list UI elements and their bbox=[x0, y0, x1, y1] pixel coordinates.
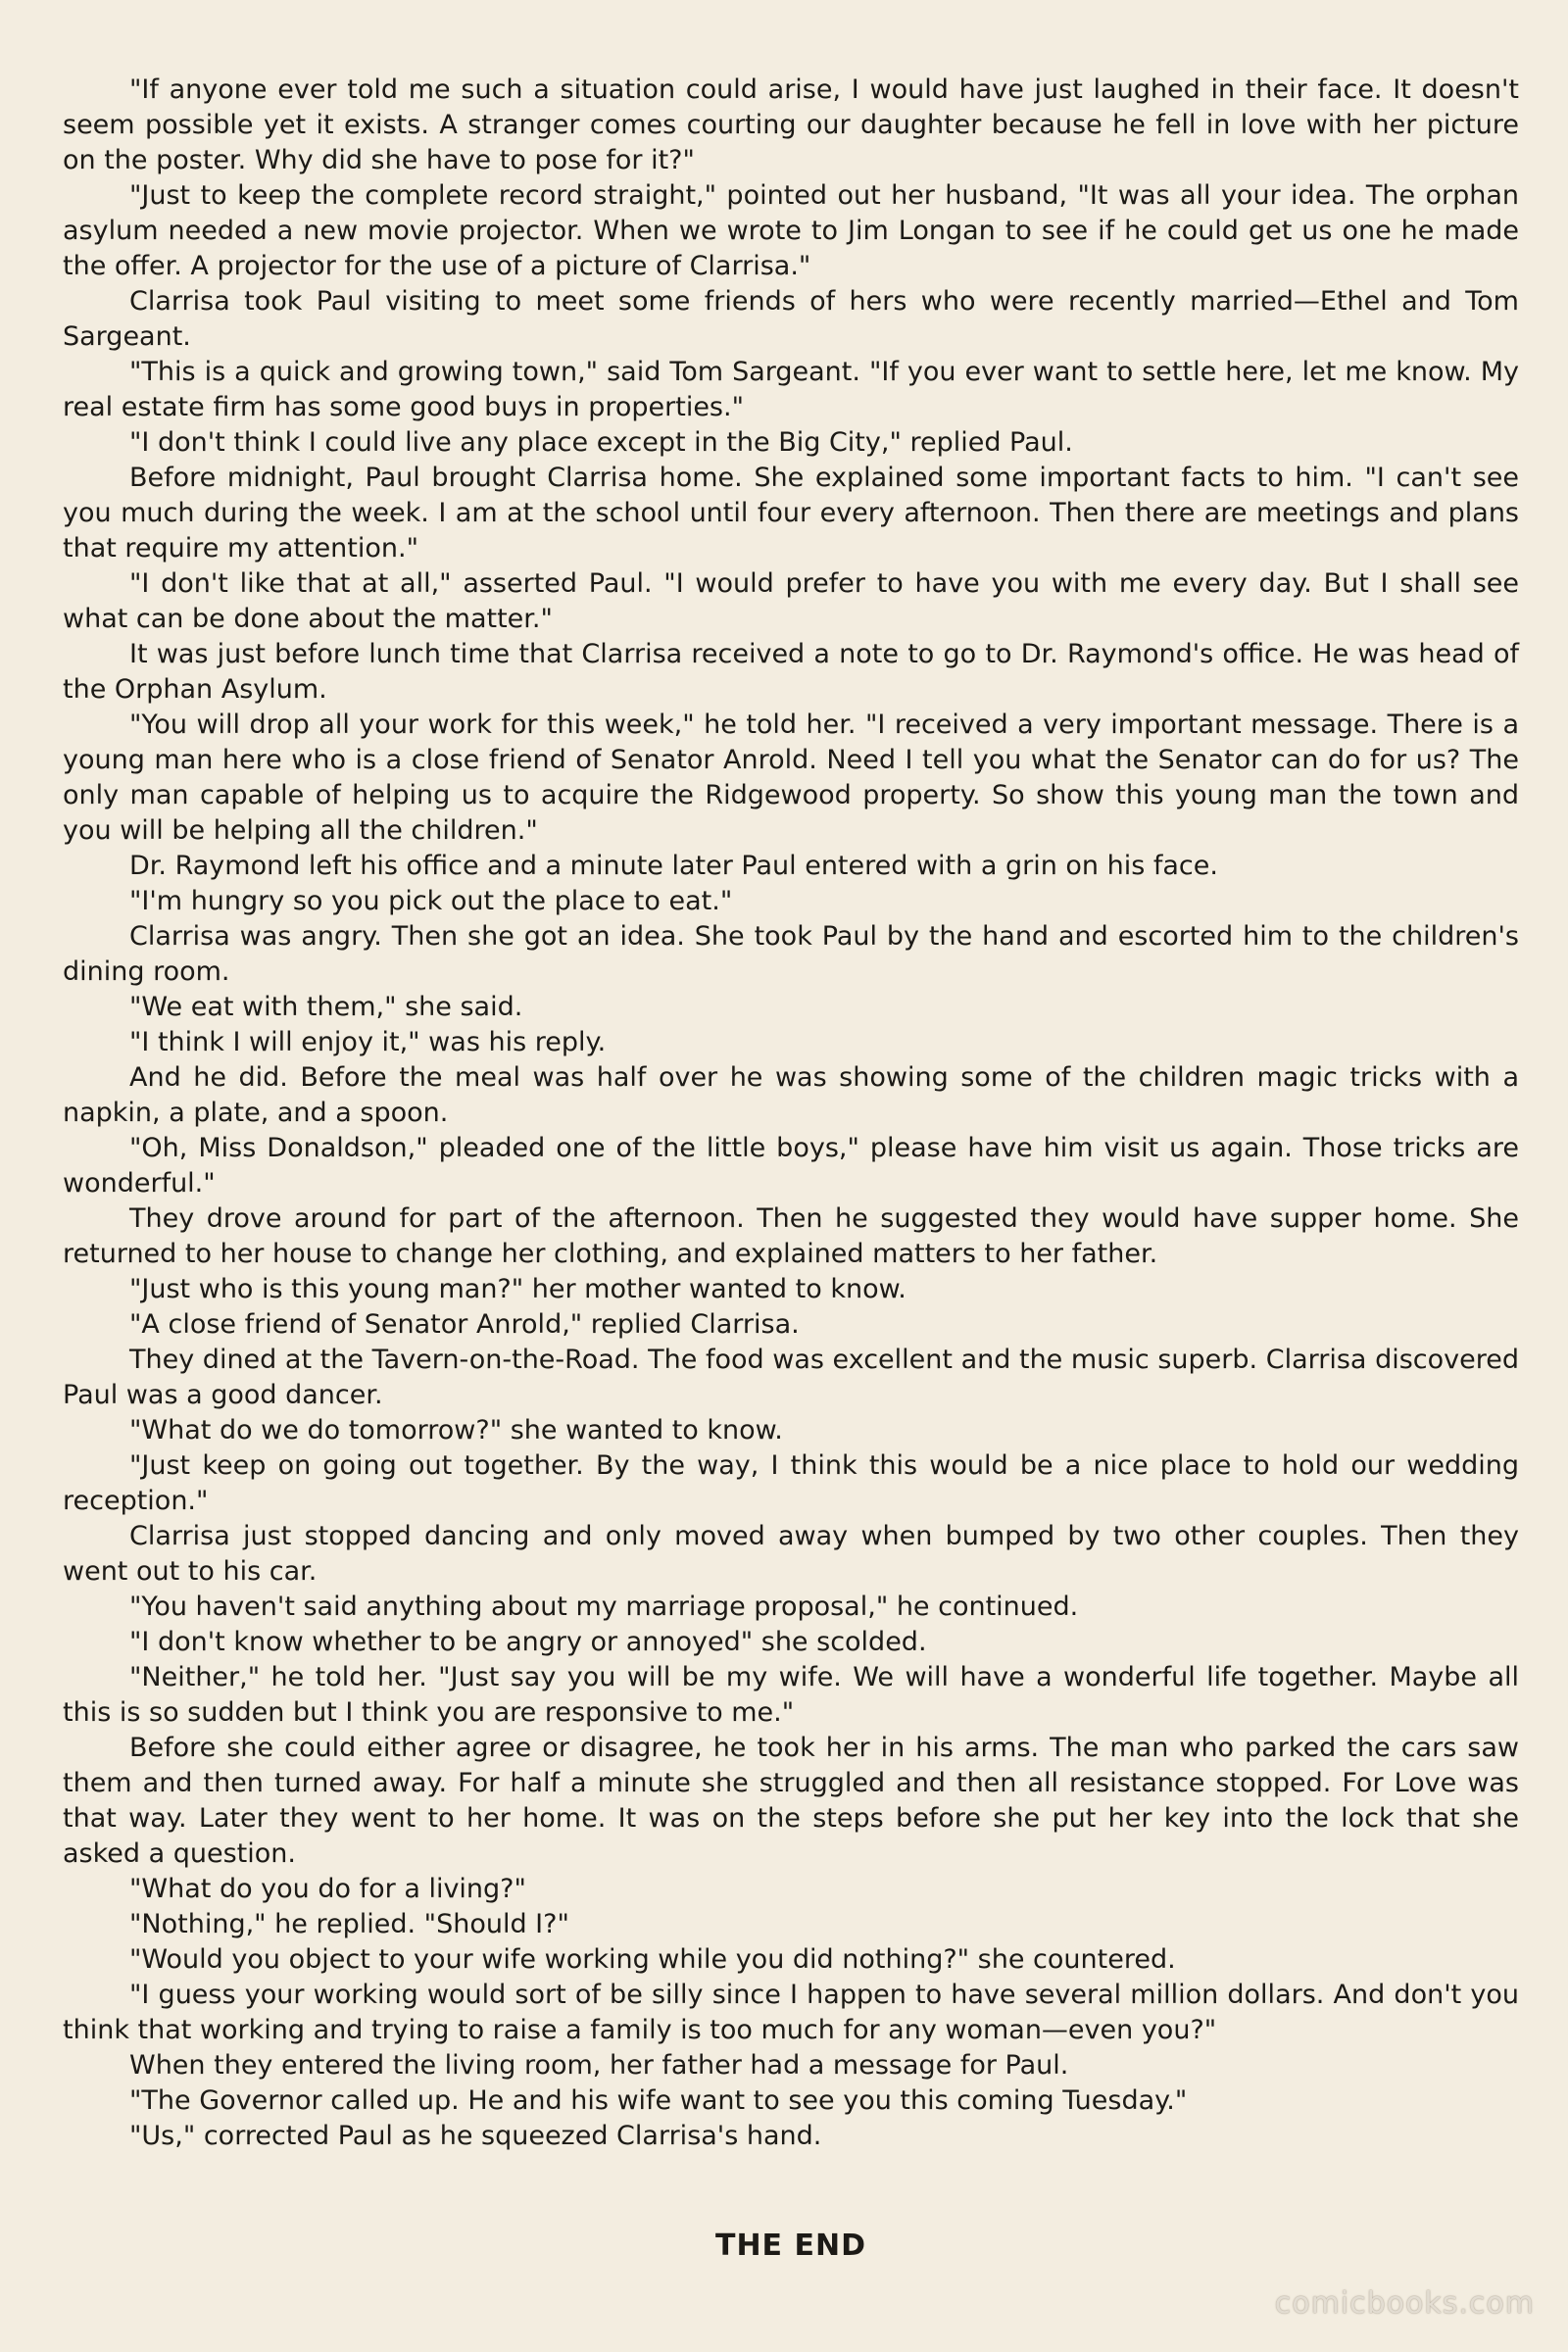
paragraph: Clarrisa just stopped dancing and only moved away when bumped by two other couples. Then they went out to his car. bbox=[63, 1521, 1519, 1587]
paragraph: "Just who is this young man?" her mother wanted to know. bbox=[129, 1274, 906, 1304]
paragraph: "Nothing," he replied. "Should I?" bbox=[129, 1909, 569, 1939]
paragraph: When they entered the living room, her father had a message for Paul. bbox=[129, 2050, 1069, 2081]
story-page bbox=[63, 73, 1519, 2263]
watermark: comicbooks.com bbox=[1274, 2286, 1535, 2321]
paragraph: Before midnight, Paul brought Clarrisa home. She explained some important facts to him. "I can't see you much during the week. I am at the school until four every afternoon. Then there are meetings and plans that require my attention." bbox=[63, 463, 1519, 564]
paragraph: "This is a quick and growing town," said Tom Sargeant. "If you ever want to settle here, let me know. My real estate firm has some good buys in properties." bbox=[63, 357, 1519, 422]
paragraph: "I don't like that at all," asserted Paul. "I would prefer to have you with me every day. But I shall see what can be done about the matter." bbox=[63, 568, 1519, 634]
story-text bbox=[63, 73, 1519, 2154]
paragraph: "I'm hungry so you pick out the place to eat." bbox=[129, 886, 733, 916]
the-end-label: THE END bbox=[714, 2229, 866, 2263]
paragraph: "Us," corrected Paul as he squeezed Clarrisa's hand. bbox=[129, 2121, 822, 2151]
paragraph: They dined at the Tavern-on-the-Road. The food was excellent and the music superb. Clarrisa discovered Paul was a good dancer. bbox=[63, 1345, 1519, 1410]
paragraph: They drove around for part of the afternoon. Then he suggested they would have supper home. She returned to her house to change her clothing, and explained matters to her father. bbox=[63, 1203, 1519, 1269]
paragraph: "I don't know whether to be angry or annoyed" she scolded. bbox=[129, 1627, 927, 1657]
paragraph: It was just before lunch time that Clarrisa received a note to go to Dr. Raymond's office. He was head of the Orphan Asylum. bbox=[63, 639, 1519, 705]
paragraph: "Oh, Miss Donaldson," pleaded one of the little boys," please have him visit us again. Those tricks are wonderful." bbox=[63, 1133, 1519, 1199]
paragraph: "Would you object to your wife working while you did nothing?" she countered. bbox=[129, 1944, 1176, 1975]
paragraph: And he did. Before the meal was half over he was showing some of the children magic tricks with a napkin, a plate, and a spoon. bbox=[63, 1062, 1519, 1128]
paragraph: Before she could either agree or disagree, he took her in his arms. The man who parked the cars saw them and then turned away. For half a minute she struggled and then all resistance stopped. For Love was that way. Later they went to her home. It was on the steps before she put her key into the lock that she asked a question. bbox=[63, 1733, 1519, 1869]
paragraph: "We eat with them," she said. bbox=[129, 992, 523, 1022]
paragraph: "Neither," he told her. "Just say you will be my wife. We will have a wonderful life together. Maybe all this is so sudden but I think you are responsive to me." bbox=[63, 1662, 1519, 1728]
paragraph: Dr. Raymond left his office and a minute later Paul entered with a grin on his face. bbox=[129, 851, 1218, 881]
paragraph: "You haven't said anything about my marriage proposal," he continued. bbox=[129, 1592, 1079, 1622]
paragraph: "What do we do tomorrow?" she wanted to know. bbox=[129, 1415, 783, 1446]
paragraph: "If anyone ever told me such a situation could arise, I would have just laughed in their face. It doesn't seem possible yet it exists. A stranger comes courting our daughter because he fell in love with her picture on the poster. Why did she have to pose for it?" bbox=[63, 74, 1519, 175]
paragraph: "What do you do for a living?" bbox=[129, 1874, 526, 1904]
paragraph: Clarrisa was angry. Then she got an idea. She took Paul by the hand and escorted him to the children's dining room. bbox=[63, 921, 1519, 987]
paragraph: "A close friend of Senator Anrold," replied Clarrisa. bbox=[129, 1309, 800, 1340]
paragraph: "Just keep on going out together. By the way, I think this would be a nice place to hold our wedding reception." bbox=[63, 1450, 1519, 1516]
paragraph: "I don't think I could live any place except in the Big City," replied Paul. bbox=[129, 427, 1073, 458]
paragraph: "I think I will enjoy it," was his reply. bbox=[129, 1027, 607, 1057]
paragraph: "Just to keep the complete record straight," pointed out her husband, "It was all your idea. The orphan asylum needed a new movie projector. When we wrote to Jim Longan to see if he could get us one he made the offer. A projector for the use of a picture of Clarrisa." bbox=[63, 180, 1519, 281]
paragraph: Clarrisa took Paul visiting to meet some friends of hers who were recently married—Ethel and Tom Sargeant. bbox=[63, 286, 1519, 352]
paragraph: "I guess your working would sort of be silly since I happen to have several million dollars. And don't you think that working and trying to raise a family is too much for any woman—even you?" bbox=[63, 1980, 1519, 2045]
paragraph: "The Governor called up. He and his wife want to see you this coming Tuesday." bbox=[129, 2085, 1188, 2116]
paragraph: "You will drop all your work for this week," he told her. "I received a very important message. There is a young man here who is a close friend of Senator Anrold. Need I tell you what the Senator can do for us? The only man capable of helping us to acquire the Ridgewood property. So show this young man the town and you will be helping all the children." bbox=[63, 710, 1519, 846]
